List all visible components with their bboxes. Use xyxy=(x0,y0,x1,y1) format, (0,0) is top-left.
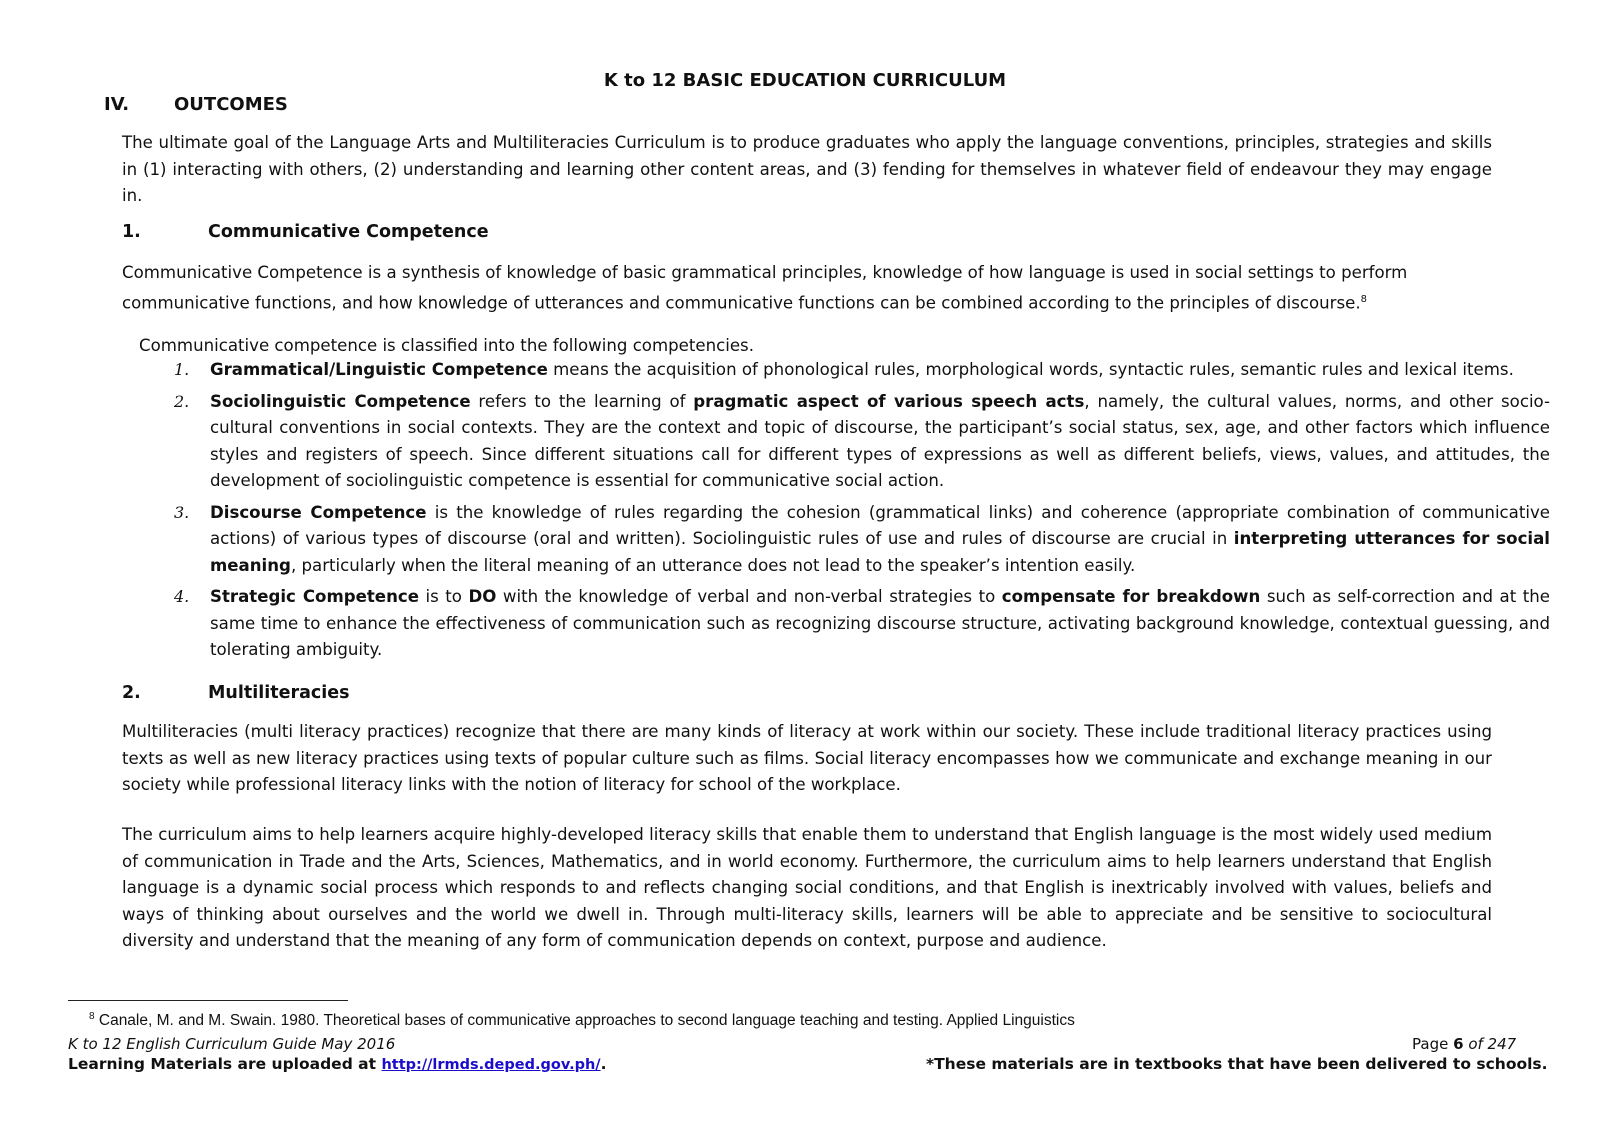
footnote-divider xyxy=(68,1000,348,1001)
footnote xyxy=(89,1011,1075,1030)
list-marker: 4. xyxy=(174,587,190,606)
term: Discourse Competence xyxy=(210,502,427,522)
competencies-list xyxy=(170,357,1550,669)
curriculum-aims-paragraph: The curriculum aims to help learners acquire highly-developed literacy skills that enable them to understand that English language is the most widely used medium of communication in Trade and the Arts, Sciences, Mathematics, and in world economy. Furthermore, the curriculum aims to help learners understand that English language is a dynamic social process which responds to and reflects changing social conditions, and that English is inextricably involved with values, beliefs and ways of thinking about ourselves and the world we dwell in. Through multi-literacy skills, learners will be able to appreciate and be sensitive to sociocultural diversity and understand that the meaning of any form of communication depends on context, purpose and audience. xyxy=(122,825,1492,950)
document-title: K to 12 BASIC EDUCATION CURRICULUM xyxy=(603,70,1007,91)
materials-end: . xyxy=(600,1055,607,1073)
lrmds-link[interactable]: http://lrmds.deped.gov.ph/ xyxy=(381,1057,601,1073)
communicative-definition xyxy=(122,260,1422,317)
item-emphasis: compensate for breakdown xyxy=(1001,587,1261,606)
page-current: 6 xyxy=(1453,1035,1464,1053)
item-text: such as self-correction and at the same time to enhance the effectiveness of communication such as recognizing discourse structure, activating background knowledge, contextual guessing, and tolerating ambiguity. xyxy=(210,587,1550,659)
list-item xyxy=(170,584,1550,664)
subsection-heading-multiliteracies xyxy=(122,683,350,703)
subsection-title: Multiliteracies xyxy=(208,683,350,703)
page-total: of 247 xyxy=(1468,1035,1517,1053)
section-title: OUTCOMES xyxy=(174,94,288,115)
footnote-text: Canale, M. and M. Swain. 1980. Theoretical bases of communicative approaches to second language teaching and testing. Applied Linguistics xyxy=(98,1012,1075,1030)
item-text: , particularly when the literal meaning of an utterance does not lead to the speaker’s intention easily. xyxy=(290,555,1136,575)
item-emphasis: interpreting utterances for social meaning xyxy=(210,529,1550,575)
list-marker: 2. xyxy=(174,391,190,411)
intro-paragraph: The ultimate goal of the Language Arts and Multiliteracies Curriculum is to produce graduates who apply the language conventions, principles, strategies and skills in (1) interacting with others, (2) understanding and learning other content areas, and (3) fending for themselves in whatever field of endeavour they may engage in. xyxy=(122,133,1492,205)
item-text: refers to the learning of xyxy=(470,391,694,411)
list-marker: 1. xyxy=(174,360,190,379)
subsection-number: 1. xyxy=(122,222,141,242)
item-text: is to xyxy=(418,587,469,606)
subsection-number: 2. xyxy=(122,683,141,703)
item-text: means the acquisition of phonological rules, morphological words, syntactic rules, semantic rules and lexical items. xyxy=(547,360,1514,379)
page-label: Page xyxy=(1412,1035,1449,1053)
item-text: , namely, the cultural values, norms, and other socio-cultural conventions in social contexts. They are the context and topic of discourse, the participant’s social status, sex, age, and other factors which influence styles and registers of speech. Since different situations call for different types of expressions as well as different beliefs, views, values, and attitudes, the development of sociolinguistic competence is essential for communicative social action. xyxy=(210,391,1551,490)
subsection-title: Communicative Competence xyxy=(208,222,489,242)
footnote-number: 8 xyxy=(89,1011,95,1022)
term: Sociolinguistic Competence xyxy=(210,391,471,411)
section-heading xyxy=(104,94,288,115)
list-item xyxy=(170,500,1550,580)
section-number: IV. xyxy=(104,94,130,115)
multiliteracies-paragraph: Multiliteracies (multi literacy practices) recognize that there are many kinds of literacy at work within our society. These include traditional literacy practices using texts as well as new literacy practices using texts of popular culture such as films. Social literacy encompasses how we communicate and exchange meaning in our society while professional literacy links with the notion of literacy for school of the workplace. xyxy=(122,722,1492,794)
item-emphasis: pragmatic aspect of various speech acts xyxy=(693,391,1085,411)
guide-label: K to 12 English Curriculum Guide May 2016 xyxy=(68,1035,396,1053)
term: Grammatical/Linguistic Competence xyxy=(210,360,548,379)
term: Strategic Competence xyxy=(210,587,419,606)
subsection-heading-communicative xyxy=(122,222,489,242)
footnote-ref: 8 xyxy=(1360,293,1367,305)
materials-note: *These materials are in textbooks that have been delivered to schools. xyxy=(926,1055,1548,1073)
competencies-lead: Communicative competence is classified into the following competencies. xyxy=(139,336,754,355)
page-number xyxy=(1412,1035,1516,1053)
item-text: is the knowledge of rules regarding the cohesion (grammatical links) and coherence (appropriate combination of communicative actions) of various types of discourse (oral and written). Sociolinguistic rules of use and rules of discourse are crucial in xyxy=(210,502,1550,548)
item-emphasis: DO xyxy=(468,587,497,606)
materials-line xyxy=(68,1055,607,1073)
list-item xyxy=(170,389,1550,495)
list-marker: 3. xyxy=(174,502,190,522)
materials-label: Learning Materials are uploaded at xyxy=(68,1055,377,1073)
definition-text: Communicative Competence is a synthesis of knowledge of basic grammatical principles, knowledge of how language is used in social settings to perform communicative functions, and how knowledge of utterances and communicative functions can be combined according to the principles of discourse. xyxy=(122,263,1408,313)
list-item xyxy=(170,357,1550,384)
item-text: with the knowledge of verbal and non-verbal strategies to xyxy=(496,587,1002,606)
